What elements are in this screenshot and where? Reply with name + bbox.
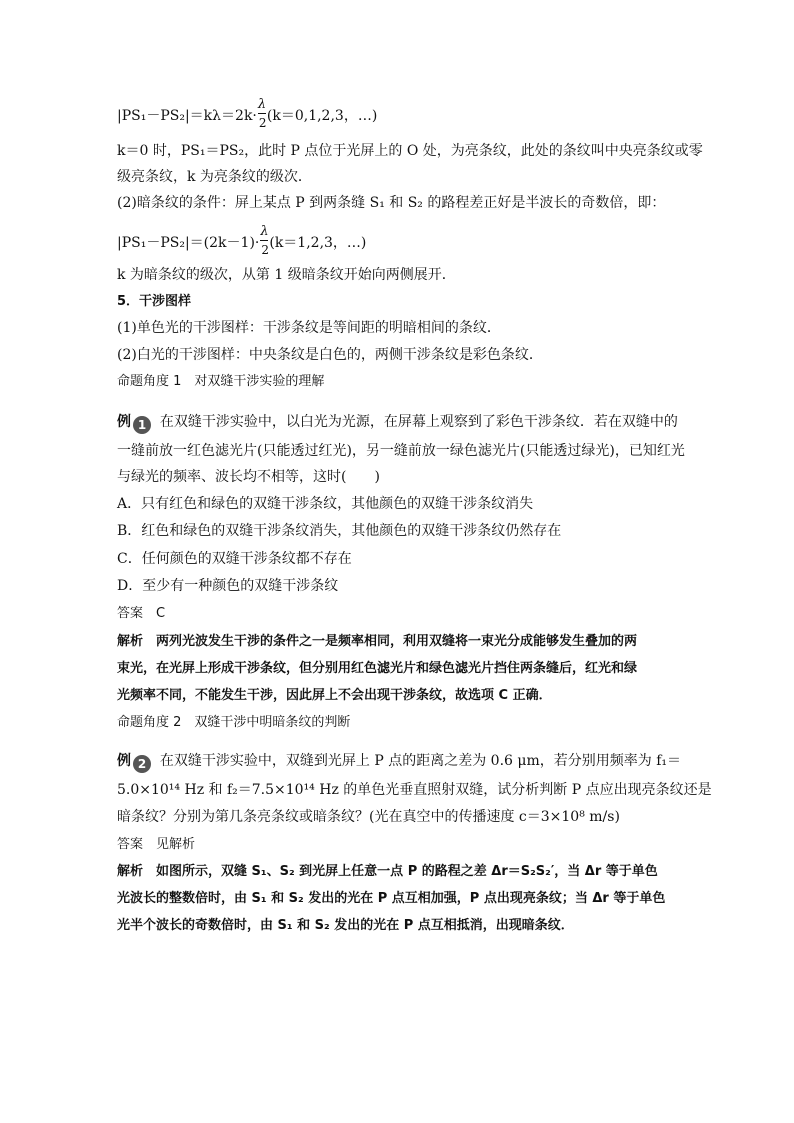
bright-formula-range: (k＝0,1,2,3，…) — [266, 108, 378, 124]
example-2-question-line-2: 5.0×10¹⁴ Hz 和 f₂＝7.5×10¹⁴ Hz 的单色光垂直照射双缝，试分析判断 P 点应出现亮条纹还是 — [117, 782, 712, 798]
dark-fringe-condition: (2)暗条纹的条件：屏上某点 P 到两条缝 S₁ 和 S₂ 的路程差正好是半波长的奇数倍，即： — [117, 195, 666, 211]
option-b: B．红色和绿色的双缝干涉条纹消失，其他颜色的双缝干涉条纹仍然存在 — [117, 523, 562, 539]
example-1-question-line-2: 一缝前放一红色滤光片(只能透过红光)，另一缝前放一绿色滤光片(只能透过绿光)，已知红光 — [117, 443, 685, 459]
angle-2-heading: 命题角度 2 双缝干涉中明暗条纹的判断 — [117, 715, 351, 730]
angle-1-heading: 命题角度 1 对双缝干涉实验的理解 — [117, 374, 325, 389]
example-1-analysis-line-1: 解析 两列光波发生干涉的条件之一是频率相同，利用双缝将一束光分成能够发生叠加的两 — [117, 634, 638, 649]
white-light-pattern: (2)白光的干涉图样：中央条纹是白色的，两侧干涉条纹是彩色条纹． — [117, 347, 543, 363]
k0-explanation-line-1: k＝0 时，PS₁＝PS₂，此时 P 点位于光屏上的 O 处，为亮条纹，此处的条纹叫中央亮条纹或零 — [117, 143, 703, 159]
example-2-analysis-line-2: 光波长的整数倍时，由 S₁ 和 S₂ 发出的光在 P 点互相加强，P 点出现亮条纹；当 Δr 等于单色 — [117, 891, 666, 906]
dark-fringe-order: k 为暗条纹的级次，从第 1 级暗条纹开始向两侧展开． — [117, 267, 456, 283]
example-1-analysis-line-2: 束光，在光屏上形成干涉条纹，但分别用红色滤光片和绿色滤光片挡住两条缝后，红光和绿 — [117, 661, 638, 676]
example-number-badge: 2 — [133, 755, 151, 773]
example-1-question-line-3: 与绿光的频率、波长均不相等，这时( ) — [117, 469, 380, 485]
example-1-answer: 答案 C — [117, 606, 166, 621]
example-1-question-line-1: 例 1 在双缝干涉实验中，以白光为光源，在屏幕上观察到了彩色干涉条纹．若在双缝中的 — [117, 414, 678, 432]
example-2-question-line-1: 例 2 在双缝干涉实验中，双缝到光屏上 P 点的距离之差为 0.6 μm，若分别用频率为 f₁＝ — [117, 753, 682, 771]
option-a: A．只有红色和绿色的双缝干涉条纹，其他颜色的双缝干涉条纹消失 — [117, 496, 534, 512]
bright-fringe-formula — [117, 97, 378, 130]
example-2-answer: 答案 见解析 — [117, 837, 196, 852]
lambda-over-two-fraction: $\frac{\lambda}{2}$ — [257, 97, 267, 130]
example-number-badge: 1 — [133, 416, 151, 434]
example-label: 例 — [117, 753, 131, 769]
example-label: 例 — [117, 414, 131, 430]
bright-formula-lhs: |PS₁－PS₂|＝kλ＝2k· — [117, 108, 257, 124]
example-1-analysis-line-3: 光频率不同，不能发生干涉，因此屏上不会出现干涉条纹，故选项 C 正确． — [117, 688, 552, 703]
dark-formula-lhs: |PS₁－PS₂|＝(2k－1)· — [117, 235, 260, 251]
dark-fringe-formula — [117, 224, 367, 257]
k0-explanation-line-2: 级亮条纹，k 为亮条纹的级次． — [117, 169, 312, 185]
example-2-analysis-line-3: 光半个波长的奇数倍时，由 S₁ 和 S₂ 发出的光在 P 点互相抵消，出现暗条纹． — [117, 918, 574, 933]
example-2-analysis-line-1: 解析 如图所示，双缝 S₁、S₂ 到光屏上任意一点 P 的路程之差 Δr＝S₂S₂′，当 Δr 等于单色 — [117, 864, 658, 879]
example-2-question-line-3: 暗条纹？分别为第几条亮条纹或暗条纹？(光在真空中的传播速度 c＝3×10⁸ m/s) — [117, 809, 620, 825]
section-5-heading: 5．干涉图样 — [117, 294, 192, 309]
mono-light-pattern: (1)单色光的干涉图样：干涉条纹是等间距的明暗相间的条纹． — [117, 320, 501, 336]
option-d: D．至少有一种颜色的双缝干涉条纹 — [117, 578, 339, 594]
dark-formula-range: (k＝1,2,3，…) — [269, 235, 367, 251]
option-c: C．任何颜色的双缝干涉条纹都不存在 — [117, 551, 352, 567]
lambda-over-two-fraction: $\frac{\lambda}{2}$ — [260, 224, 269, 257]
